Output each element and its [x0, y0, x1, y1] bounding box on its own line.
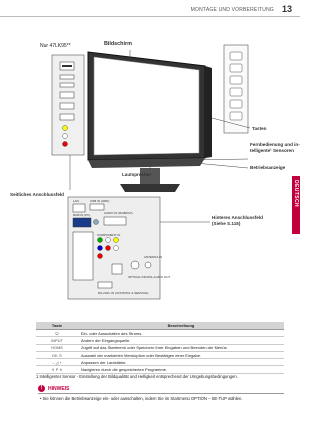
note-text: • Sie können die Betriebsanzeige ein- oder ausschalten, indem Sie im Startmenü OPTION – SE-TUP wählen.	[40, 396, 243, 401]
table-header-row	[36, 322, 284, 330]
model-label: Nur 47LK95**	[40, 43, 71, 49]
table-row	[36, 344, 284, 351]
callout-rear-panel: Hinteres Anschlussfeld (Siehe S.115)	[212, 215, 263, 226]
table-cell-description: Zugriff auf das Startmenü oder Speichern Ihrer Eingaben und Beenden der Menüs.	[78, 344, 284, 351]
table-row	[36, 359, 284, 366]
table-cell-key: – ◿ +	[36, 359, 78, 366]
table-header-description: Beschreibung	[78, 322, 284, 330]
section-title: MONTAGE UND VORBEREITUNG	[190, 7, 274, 13]
rs232-port-label: RS-232C IN (CONTROL & SERVICE)	[98, 291, 149, 295]
table-cell-description: Navigieren durch die gespeicherten Programme.	[78, 366, 284, 373]
table-cell-key: ∨ P ∧	[36, 366, 78, 373]
audio-rgb-port-label: AUDIO IN (RGB/DVI)	[104, 211, 133, 215]
note-icon: !	[38, 385, 45, 392]
lan-port-label: LAN	[73, 199, 79, 203]
table-cell-description: Ein- oder Ausschalten des Stroms.	[78, 330, 284, 337]
table-cell-key: OK ⊙	[36, 351, 78, 358]
key-table	[36, 322, 284, 374]
table-header-key: Taste	[36, 322, 78, 330]
table-cell-description: Auswahl der markierten Menüoption oder Bestätigen einer Eingabe.	[78, 351, 284, 358]
callout-screen: Bildschirm	[104, 41, 132, 47]
rgb-pc-port-label: RGB IN (PC)	[73, 213, 91, 217]
callout-power-indicator: Betriebsanzeige	[250, 165, 286, 170]
language-tab-label: DEUTSCH	[293, 180, 299, 207]
table-row	[36, 337, 284, 344]
callout-side-panel: Seitliches Anschlussfeld	[10, 192, 64, 197]
table-cell-key: HOME	[36, 344, 78, 351]
table-cell-description: Anpassen der Lautstärke.	[78, 359, 284, 366]
page-number: 13	[281, 4, 292, 14]
note-divider	[38, 393, 284, 394]
table-row	[36, 366, 284, 373]
callout-remote-sensors: Fernbedienung und in-telligente¹ Sensoren	[250, 142, 300, 153]
table-cell-description: Ändern der Eingangsquelle.	[78, 337, 284, 344]
usb-port-label: USB IN (HDD)	[90, 199, 110, 203]
button-panel-illustration	[224, 45, 248, 133]
table-cell-key: ⏻	[36, 330, 78, 337]
tv-body	[88, 52, 212, 168]
component-port-label: COMPONENT IN	[97, 233, 121, 237]
note-title: HINWEIS	[48, 386, 70, 392]
table-cell-key: INPUT	[36, 337, 78, 344]
side-panel-illustration	[52, 55, 84, 155]
table-row	[36, 330, 284, 337]
antenna-port-label: ANTENNA IN	[144, 255, 163, 259]
callout-speaker: Lautsprecher	[122, 172, 152, 177]
footnote: 1 Intelligenter Sensor - Einstellung der Bildqualität und Helligkeit entsprechend der Umgebungsbedingungen.	[36, 374, 238, 379]
optical-port-label: OPTICAL DIGITAL AUDIO OUT	[128, 275, 171, 279]
table-row	[36, 351, 284, 358]
callout-buttons: Tasten	[252, 126, 267, 131]
